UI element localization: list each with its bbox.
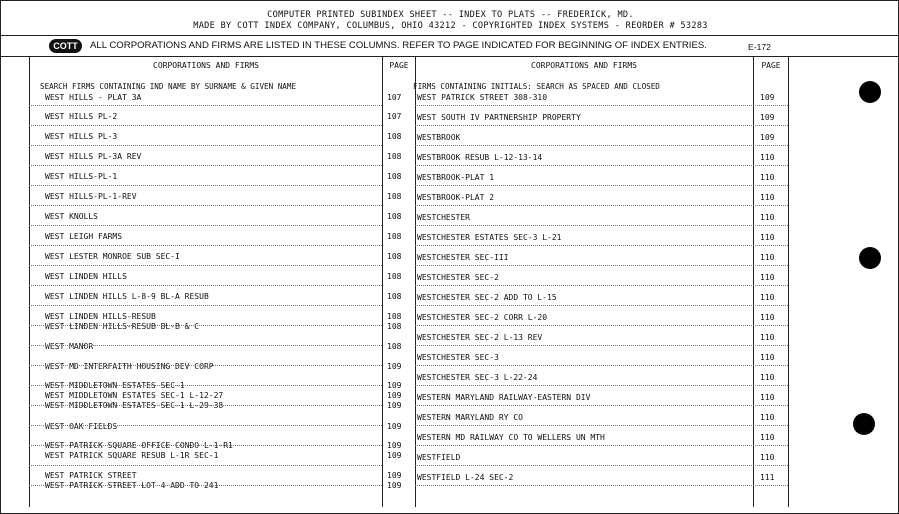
row-rule	[415, 305, 788, 306]
left-entry-name: WEST HILLS PL-2	[45, 112, 118, 121]
left-entry-name: WEST MIDDLETOWN ESTATES SEC-1 L-29-38	[45, 401, 224, 410]
right-entry-name: WESTCHESTER ESTATES SEC-3 L-21	[417, 233, 562, 242]
right-column-heading: CORPORATIONS AND FIRMS	[531, 61, 637, 70]
left-entry-page: 107	[387, 112, 402, 121]
left-entry-name: WEST HILLS-PL-1	[45, 172, 118, 181]
left-entry-name: WEST HILLS PL-3A REV	[45, 152, 142, 161]
right-entry-page: 111	[760, 473, 775, 482]
left-entry-page: 109	[387, 471, 402, 480]
left-entry-page: 109	[387, 362, 402, 371]
row-rule	[29, 365, 382, 366]
left-entry-name: WEST LINDEN HILLS	[45, 272, 127, 281]
publisher-line: MADE BY COTT INDEX COMPANY, COLUMBUS, OHIO 43212 - COPYRIGHTED INDEX SYSTEMS - REORDER # 53283	[193, 21, 708, 31]
right-entry-name: WEST SOUTH IV PARTNERSHIP PROPERTY	[417, 113, 581, 122]
row-rule	[29, 445, 382, 446]
right-entry-page: 110	[760, 213, 775, 222]
right-entry-page: 110	[760, 393, 775, 402]
row-rule	[29, 245, 382, 246]
left-entry-name: WEST PATRICK SQUARE RESUB L-1R SEC-1	[45, 451, 219, 460]
row-rule	[29, 345, 382, 346]
left-entry-page: 109	[387, 391, 402, 400]
left-entry-name: WEST LINDEN HILLS L-8-9 BL-A RESUB	[45, 292, 209, 301]
row-rule	[415, 165, 788, 166]
row-rule	[29, 485, 382, 486]
left-column-subheading: SEARCH FIRMS CONTAINING IND NAME BY SURNAME & GIVEN NAME	[40, 82, 297, 91]
left-entry-name: WEST MIDDLETOWN ESTATES SEC-1 L-12-27	[45, 391, 224, 400]
right-entry-page: 110	[760, 373, 775, 382]
left-entry-name: WEST LINDEN HILLS-RESUB BL-B & C	[45, 322, 200, 331]
right-entry-page: 110	[760, 253, 775, 262]
left-entry-page: 108	[387, 252, 402, 261]
row-rule	[415, 405, 788, 406]
right-entry-page: 110	[760, 173, 775, 182]
row-rule	[415, 105, 788, 106]
left-entry-page: 108	[387, 132, 402, 141]
right-entry-name: WESTCHESTER SEC-2	[417, 273, 499, 282]
right-entry-name: WESTFIELD	[417, 453, 461, 462]
right-entry-name: WESTBROOK	[417, 133, 461, 142]
right-entry-name: WESTBROOK RESUB L-12-13-14	[417, 153, 543, 162]
row-rule	[29, 265, 382, 266]
row-rule	[415, 485, 788, 486]
left-entry-name: WEST HILLS-PL-1-REV	[45, 192, 137, 201]
left-entry-page: 109	[387, 441, 402, 450]
row-rule	[415, 225, 788, 226]
left-entry-page: 107	[387, 93, 402, 102]
sheet-title: COMPUTER PRINTED SUBINDEX SHEET -- INDEX TO PLATS -- FREDERICK, MD.	[267, 10, 634, 20]
left-entry-name: WEST HILLS PL-3	[45, 132, 118, 141]
right-column-subheading: FIRMS CONTAINING INITIALS: SEARCH AS SPACED AND CLOSED	[413, 82, 660, 91]
left-entry-page: 109	[387, 401, 402, 410]
row-rule	[415, 205, 788, 206]
right-entry-name: WESTCHESTER SEC-2 ADD TO L-15	[417, 293, 557, 302]
left-entry-name: WEST PATRICK SQUARE OFFICE CONDO L-1-R1	[45, 441, 233, 450]
row-rule	[415, 425, 788, 426]
left-column-heading: CORPORATIONS AND FIRMS	[153, 61, 259, 70]
margin-line-right	[788, 57, 789, 507]
left-entry-page: 108	[387, 292, 402, 301]
banner-instruction-text: ALL CORPORATIONS AND FIRMS ARE LISTED IN THESE COLUMNS. REFER TO PAGE INDICATED FOR BEGINNING OF INDEX ENTRIES.	[90, 40, 707, 51]
left-entry-page: 108	[387, 172, 402, 181]
left-entry-name: WEST LINDEN HILLS-RESUB	[45, 312, 156, 321]
left-entry-name: WEST MD INTERFAITH HOUSING DEV CORP	[45, 362, 214, 371]
row-rule	[29, 145, 382, 146]
right-entry-page: 110	[760, 293, 775, 302]
binder-hole	[859, 81, 881, 103]
right-entry-name: WESTCHESTER SEC-3 L-22-24	[417, 373, 538, 382]
cott-logo: COTT	[49, 39, 82, 53]
row-rule	[29, 325, 382, 326]
row-rule	[29, 185, 382, 186]
left-entry-page: 108	[387, 192, 402, 201]
left-entry-page: 108	[387, 272, 402, 281]
right-entry-name: WESTCHESTER SEC-3	[417, 353, 499, 362]
left-entry-page: 108	[387, 212, 402, 221]
right-entry-page: 110	[760, 313, 775, 322]
left-entry-name: WEST OAK FIELDS	[45, 422, 118, 431]
row-rule	[29, 385, 382, 386]
right-entry-page: 109	[760, 113, 775, 122]
right-entry-page: 110	[760, 413, 775, 422]
right-entry-name: WESTBROOK-PLAT 2	[417, 193, 495, 202]
row-rule	[29, 205, 382, 206]
column-divider	[382, 57, 383, 507]
right-entry-page: 110	[760, 433, 775, 442]
left-entry-page: 108	[387, 342, 402, 351]
row-rule	[29, 405, 382, 406]
row-rule	[29, 425, 382, 426]
right-entry-name: WESTERN MARYLAND RY CO	[417, 413, 523, 422]
left-entry-page: 108	[387, 322, 402, 331]
right-entry-page: 110	[760, 153, 775, 162]
right-entry-name: WESTERN MD RAILWAY CO TO WELLERS UN MTH	[417, 433, 605, 442]
left-entry-name: WEST LEIGH FARMS	[45, 232, 123, 241]
left-entry-name: WEST MANOR	[45, 342, 94, 351]
right-page-heading: PAGE	[761, 61, 781, 70]
left-entry-page: 108	[387, 152, 402, 161]
row-rule	[415, 445, 788, 446]
sheet-code: E-172	[748, 42, 771, 52]
row-rule	[29, 285, 382, 286]
left-entry-page: 109	[387, 381, 402, 390]
binder-hole	[853, 413, 875, 435]
binder-hole	[859, 247, 881, 269]
left-entry-name: WEST HILLS - PLAT 3A	[45, 93, 142, 102]
right-entry-page: 110	[760, 233, 775, 242]
right-entry-page: 110	[760, 273, 775, 282]
row-rule	[415, 365, 788, 366]
right-entry-name: WESTCHESTER SEC-III	[417, 253, 509, 262]
row-rule	[29, 125, 382, 126]
right-entry-page: 109	[760, 93, 775, 102]
right-entry-page: 109	[760, 133, 775, 142]
instruction-banner	[1, 35, 899, 57]
row-rule	[415, 265, 788, 266]
row-rule	[415, 185, 788, 186]
row-rule	[415, 325, 788, 326]
left-entry-page: 109	[387, 451, 402, 460]
row-rule	[415, 145, 788, 146]
right-entry-name: WESTCHESTER SEC-2 L-13 REV	[417, 333, 543, 342]
right-entry-name: WESTFIELD L-24 SEC-2	[417, 473, 514, 482]
left-entry-name: WEST PATRICK STREET	[45, 471, 137, 480]
right-entry-name: WESTCHESTER	[417, 213, 470, 222]
right-entry-page: 110	[760, 333, 775, 342]
row-rule	[415, 245, 788, 246]
row-rule	[29, 465, 382, 466]
row-rule	[415, 385, 788, 386]
left-entry-name: WEST MIDDLETOWN ESTATES SEC-1	[45, 381, 185, 390]
left-entry-page: 108	[387, 312, 402, 321]
row-rule	[29, 165, 382, 166]
row-rule	[29, 225, 382, 226]
left-page-heading: PAGE	[389, 61, 409, 70]
row-rule	[29, 105, 382, 106]
row-rule	[415, 285, 788, 286]
left-entry-name: WEST PATRICK STREET LOT 4 ADD TO 241	[45, 481, 219, 490]
right-entry-name: WESTERN MARYLAND RAILWAY-EASTERN DIV	[417, 393, 591, 402]
right-entry-page: 110	[760, 353, 775, 362]
row-rule	[415, 345, 788, 346]
row-rule	[29, 305, 382, 306]
row-rule	[415, 125, 788, 126]
left-entry-page: 109	[387, 422, 402, 431]
left-entry-page: 108	[387, 232, 402, 241]
left-entry-name: WEST LESTER MONROE SUB SEC-I	[45, 252, 180, 261]
right-entry-page: 110	[760, 453, 775, 462]
right-entry-name: WESTBROOK-PLAT 1	[417, 173, 495, 182]
row-rule	[415, 465, 788, 466]
left-entry-page: 109	[387, 481, 402, 490]
right-entry-page: 110	[760, 193, 775, 202]
right-entry-name: WESTCHESTER SEC-2 CORR L-20	[417, 313, 548, 322]
right-entry-name: WEST PATRICK STREET 308-310	[417, 93, 548, 102]
left-entry-name: WEST KNOLLS	[45, 212, 98, 221]
